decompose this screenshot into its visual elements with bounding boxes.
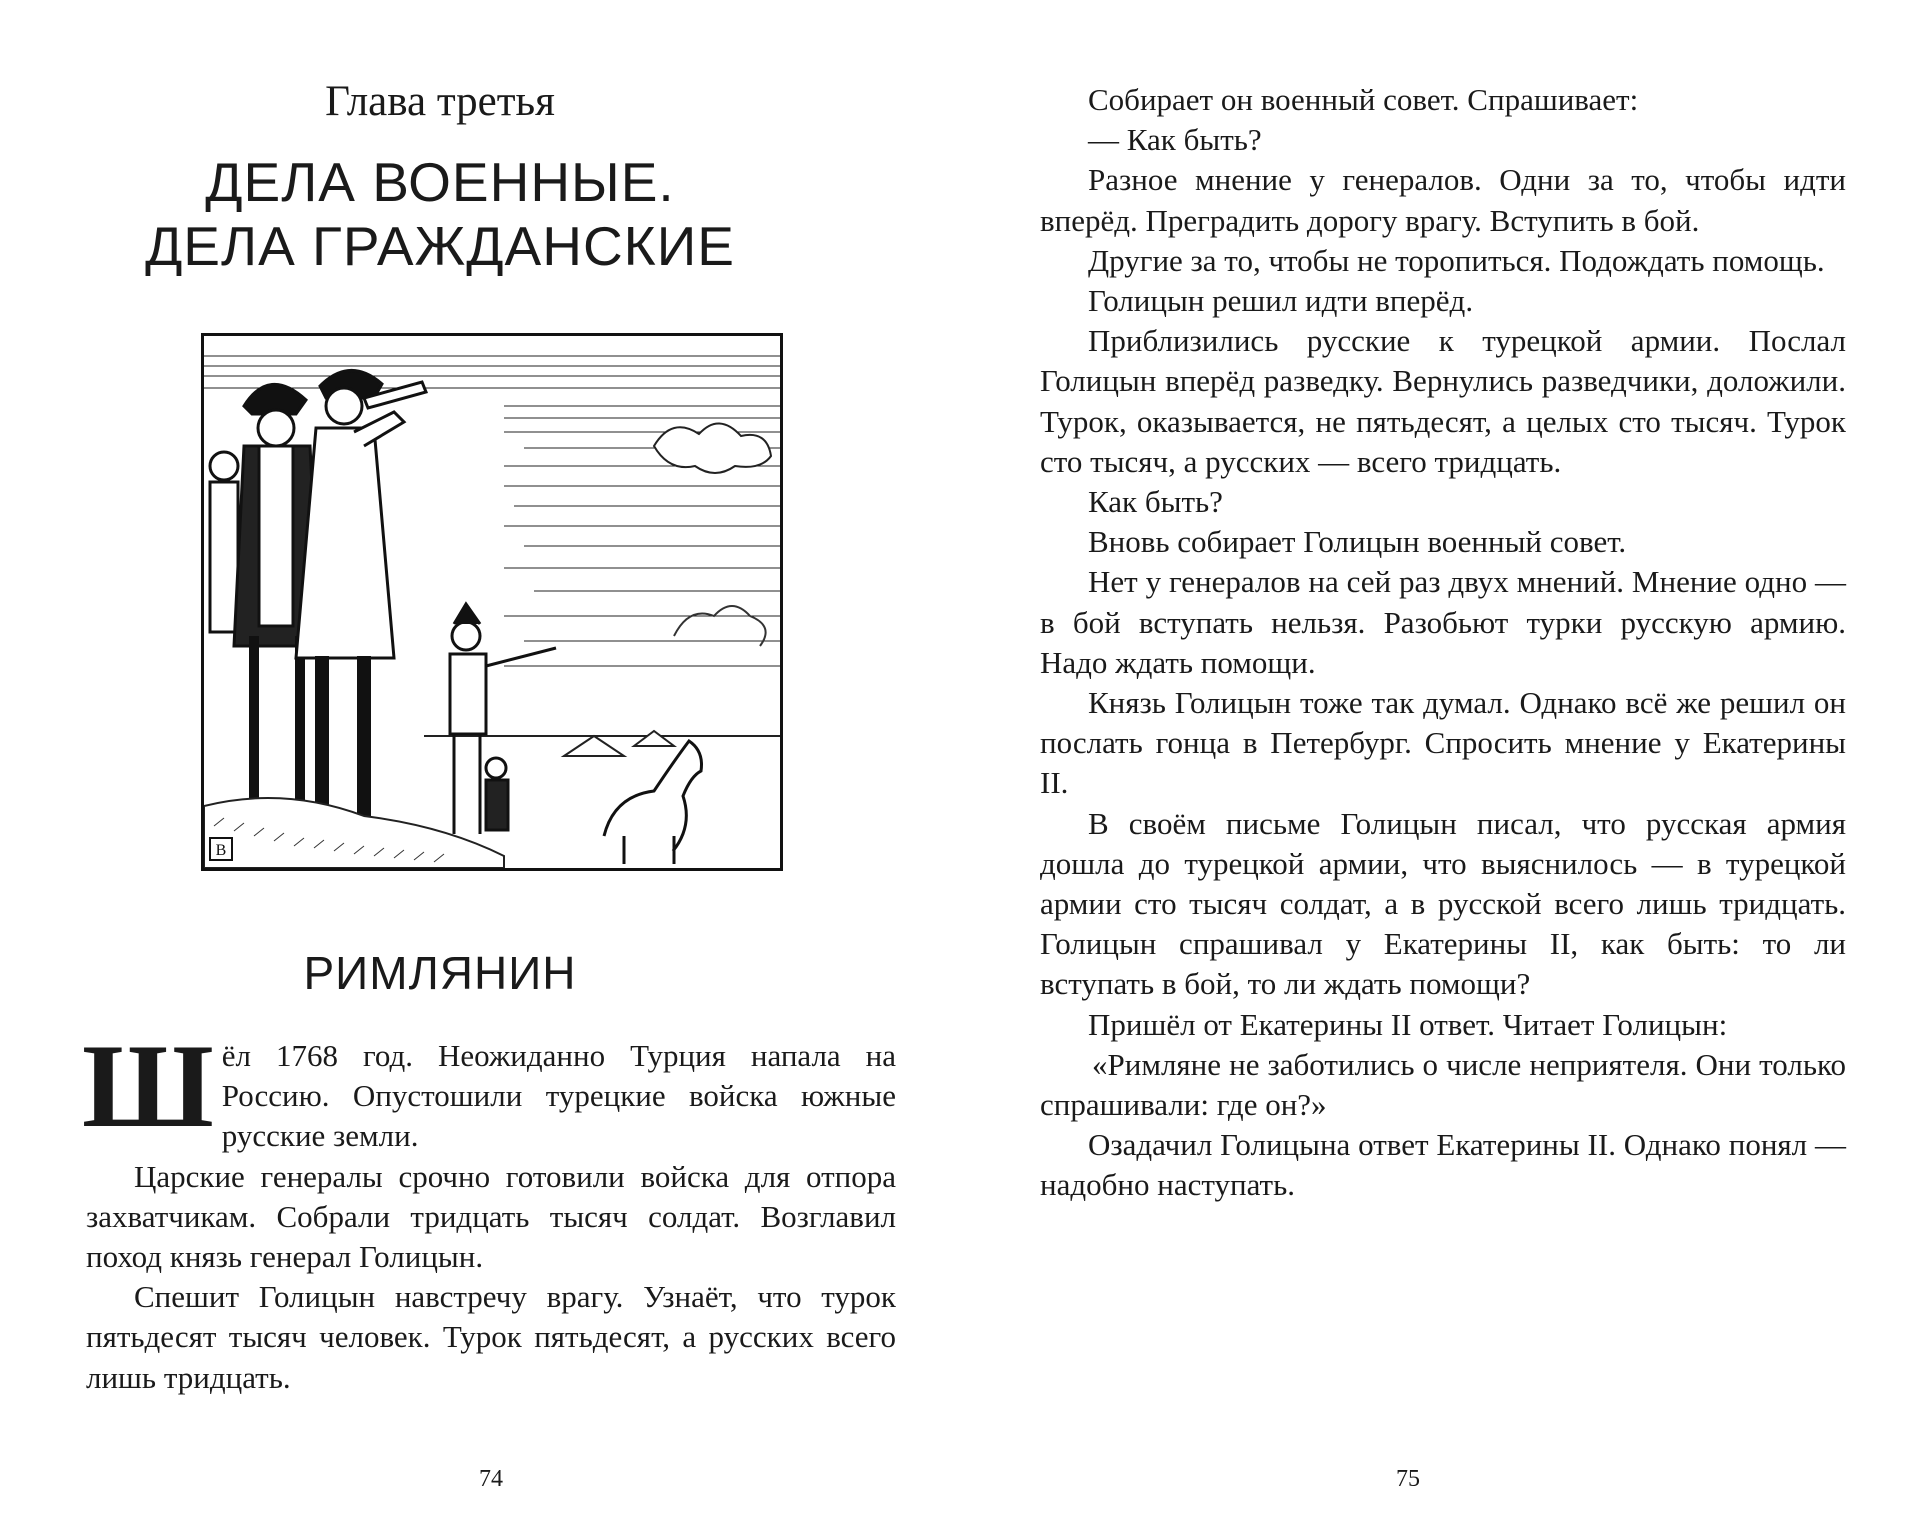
drop-cap: Ш bbox=[82, 1019, 214, 1152]
monogram: В bbox=[215, 842, 227, 859]
paragraph: Как быть? bbox=[1088, 484, 1223, 520]
section-title: РИМЛЯНИН bbox=[303, 947, 577, 999]
paragraph: Вновь собирает Голицын военный совет. bbox=[1088, 524, 1627, 560]
chapter-title: ДЕЛА ВОЕННЫЕ. ДЕЛА ГРАЖДАНСКИЕ bbox=[145, 151, 735, 277]
paragraph: Пришёл от Екатерины II ответ. Читает Голицын: bbox=[1088, 1006, 1728, 1042]
paragraph: Разное мнение у генералов. Одни за то, чтобы идти вперёд. Преградить дорогу врагу. Вступить в бой. bbox=[1040, 162, 1846, 238]
left-body-text bbox=[82, 1019, 896, 1398]
horse bbox=[604, 741, 702, 864]
paragraph: Голицын решил идти вперёд. bbox=[1088, 283, 1474, 319]
paragraph-text: ёл 1768 год. Неожиданно Турция напала на Россию. Опустошили турецкие войска южные русские земли. bbox=[221, 1038, 896, 1154]
chapter-label: Глава третья bbox=[325, 78, 555, 125]
engraving-officers-with-spyglass bbox=[204, 336, 780, 868]
tent bbox=[564, 731, 674, 756]
page-number: 74 bbox=[479, 1466, 503, 1492]
paragraph: Озадачил Голицына ответ Екатерины II. Однако понял — надобно наступать. bbox=[1040, 1127, 1846, 1203]
quote-paragraph: «Римляне не заботились о числе неприятеля. Они только спрашивали: где он?» bbox=[1040, 1046, 1846, 1123]
paragraph bbox=[82, 1019, 896, 1157]
officer-with-spyglass bbox=[296, 370, 426, 846]
paragraph: Приблизились русские к турецкой армии. Послал Голицын вперёд разведку. Вернулись разведчики, доложили. Турок, оказывается, не пятьдесят, а целых сто тысяч. Турок сто тысяч, а русских — всего тридцать. bbox=[1040, 323, 1846, 479]
officer-background bbox=[210, 452, 238, 632]
paragraph: — Как быть? bbox=[1088, 122, 1262, 158]
right-body-text bbox=[1040, 80, 1846, 1206]
paragraph: Спешит Голицын навстречу врагу. Узнаёт, что турок пятьдесят тысяч человек. Турок пятьдесят, а русских всего лишь тридцать. bbox=[86, 1279, 896, 1395]
soldier-small bbox=[486, 758, 508, 830]
paragraph: Собирает он военный совет. Спрашивает: bbox=[1088, 82, 1639, 117]
page-number: 75 bbox=[1396, 1466, 1420, 1492]
ground bbox=[204, 798, 504, 868]
paragraph: В своём письме Голицын писал, что русская армия дошла до турецкой армии, что выяснилось — в турецкой армии сто тысяч солдат, а в русской всего лишь тридцать. Голицын спрашивал у Екатерины II, как быть: то ли вступать в бой, то ли ждать помощи? bbox=[1040, 805, 1846, 1002]
paragraph: Нет у генералов на сей раз двух мнений. Мнение одно — в бой вступать нельзя. Разобьют турки русскую армию. Надо ждать помощи. bbox=[1040, 564, 1846, 680]
paragraph: Царские генералы срочно готовили войска для отпора захватчикам. Собрали тридцать тысяч солдат. Возглавил поход князь генерал Голицын. bbox=[86, 1158, 896, 1275]
paragraph: Князь Голицын тоже так думал. Однако всё же решил он послать гонца в Петербург. Спросить мнение у Екатерины II. bbox=[1040, 685, 1846, 801]
smoke bbox=[674, 606, 766, 646]
paragraph: Другие за то, чтобы не торопиться. Подождать помощь. bbox=[1088, 242, 1825, 278]
right-page bbox=[961, 0, 1922, 1528]
illustration bbox=[201, 333, 783, 871]
